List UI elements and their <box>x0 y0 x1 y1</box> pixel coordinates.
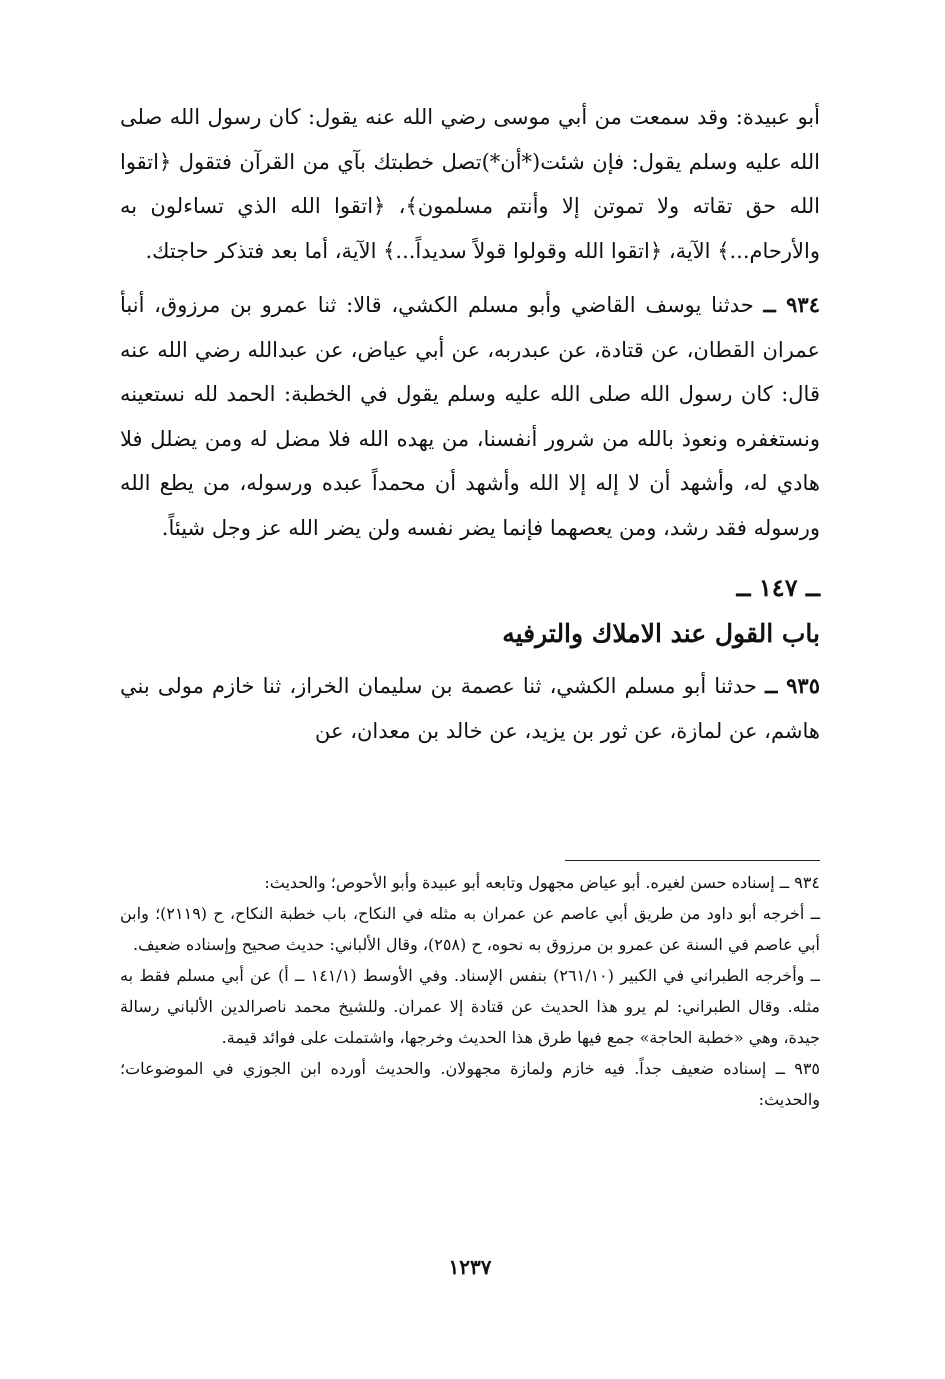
paragraph-continuation: أبو عبيدة: وقد سمعت من أبي موسى رضي الله عنه يقول: كان رسول الله صلى الله عليه وسلم يقول: فإن شئت(*أن*)تصل خطبتك بآي من القرآن فتقول ﴿اتقوا الله حق تقاته ولا تموتن إلا وأنتم مسلمون﴾، ﴿اتقوا الله الذي تساءلون به والأرحام...﴾ الآية، ﴿اتقوا الله وقولوا قولاً سديداً...﴾ الآية، أما بعد فتذكر حاجتك. <box>120 105 820 263</box>
footnote-934-tabarani: ــ وأخرجه الطبراني في الكبير (٢٦١/١٠) بنفس الإسناد. وفي الأوسط (١٤١/١ ــ أ) عن أبي مسلم فقط به مثله. وقال الطبراني: لم يرو هذا الحديث عن قتادة إلا عمران. وللشيخ محمد ناصرالدين الألباني رسالة جيدة، وهي «خطبة الحاجة» جمع فيها طرق هذا الحديث وخرجها، واشتملت على فوائد قيمة. <box>120 966 820 1047</box>
footnotes <box>120 867 820 1115</box>
book-page <box>120 95 820 1355</box>
page-number: ١٢٣٧ <box>448 1255 492 1279</box>
hadith-934 <box>120 283 820 550</box>
chapter-number: ــ ١٤٧ ــ <box>736 573 820 602</box>
footnote-934-abudawud: ــ أخرجه أبو داود من طريق أبي عاصم عن عمران به مثله في النكاح، باب خطبة النكاح، ح (٢١١٩)؛ وابن أبي عاصم في السنة عن عمرو بن مرزوق به نحوه، ح (٢٥٨)، وقال الألباني: حديث صحيح وإسناده ضعيف. <box>120 904 821 954</box>
footnote-divider <box>565 860 820 861</box>
hadith-935-text: حدثنا أبو مسلم الكشي، ثنا عصمة بن سليمان الخراز، ثنا خازم مولى بني هاشم، عن لمازة، عن ثور بن يزيد، عن خالد بن معدان، عن <box>120 674 820 743</box>
hadith-934-text: حدثنا يوسف القاضي وأبو مسلم الكشي، قالا: ثنا عمرو بن مرزوق، أنبأ عمران القطان، عن قتادة، عن عبدربه، عن أبي عياض، عن عبدالله رضي الله عنه قال: كان رسول الله صلى الله عليه وسلم يقول في الخطبة: الحمد لله نستعينه ونستغفره ونعوذ بالله من شرور أنفسنا، من يهده الله فلا مضل له ومن يضلل فلا هادي له، وأشهد أن لا إله إلا الله وأشهد أن محمداً عبده ورسوله، من يطع الله ورسوله فقد رشد، ومن يعصهما فإنما يضر نفسه ولن يضر الله عز وجل شيئاً. <box>120 293 820 540</box>
chapter-title: باب القول عند الاملاك والترفيه <box>502 619 820 648</box>
main-text <box>120 95 820 753</box>
hadith-935 <box>120 664 820 753</box>
hadith-935-number: ٩٣٥ ــ <box>765 673 820 698</box>
footnote-935: ٩٣٥ ــ إسناده ضعيف جداً. فيه خازم ولمازة مجهولان. والحديث أورده ابن الجوزي في الموضوعات؛ والحديث: <box>120 1059 820 1109</box>
footnote-934: ٩٣٤ ــ إسناده حسن لغيره. أبو عياض مجهول وتابعه أبو عبيدة وأبو الأحوص؛ والحديث: <box>264 873 820 892</box>
hadith-934-number: ٩٣٤ ــ <box>763 292 820 317</box>
